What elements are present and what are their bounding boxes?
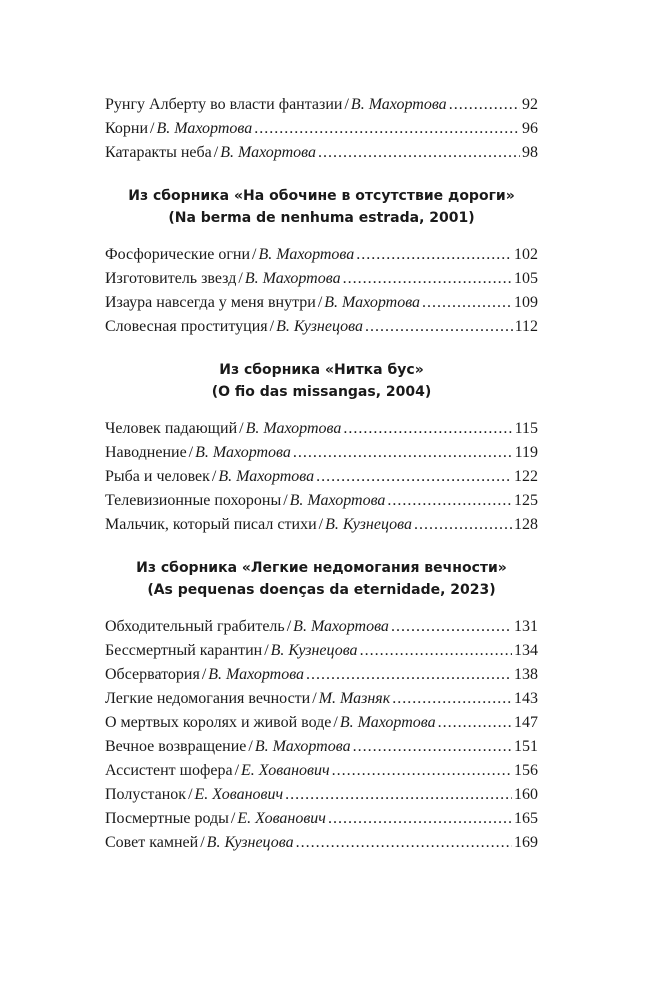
entry-title: Рыба и человек: [105, 468, 210, 485]
dot-leader: [353, 735, 512, 759]
entry-translator: В. Махортова: [289, 492, 386, 509]
toc-entry: [105, 93, 538, 117]
dot-leader: [343, 267, 512, 291]
dot-leader: [318, 141, 520, 165]
entry-separator: /: [318, 516, 324, 533]
entry-page-number: 102: [514, 246, 538, 263]
dot-leader: [438, 711, 512, 735]
toc-entry: [105, 513, 538, 537]
entry-separator: /: [234, 762, 240, 779]
toc-section: [105, 185, 538, 339]
toc-entry: [105, 759, 538, 783]
dot-leader: [365, 315, 513, 339]
entry-separator: /: [150, 120, 155, 137]
section-heading-russian: Из сборника «На обочине в отсутствие дороги»: [128, 188, 515, 204]
entry-title: О мертвых королях и живой воде: [105, 714, 332, 731]
entry-page-number: 109: [514, 294, 538, 311]
toc-entry: [105, 735, 538, 759]
entry-translator: В. Махортова: [254, 738, 351, 755]
toc-entry: [105, 783, 538, 807]
entry-translator: В. Махортова: [156, 120, 253, 137]
entry-separator: /: [238, 270, 243, 287]
section-heading: [105, 359, 538, 403]
dot-leader: [285, 783, 512, 807]
entry-title: Полустанок: [105, 786, 187, 803]
toc-intro-list: [105, 93, 538, 165]
entry-page-number: 128: [514, 516, 538, 533]
dot-leader: [356, 243, 512, 267]
dot-leader: [422, 291, 512, 315]
entry-title: Изготовитель звезд: [105, 270, 237, 287]
toc-entry: [105, 117, 538, 141]
entry-separator: /: [188, 444, 194, 461]
entry-translator: В. Кузнецова: [206, 834, 294, 851]
section-heading: [105, 557, 538, 601]
entry-translator: В. Махортова: [220, 144, 316, 161]
toc-entry: [105, 441, 538, 465]
toc-entry: [105, 267, 538, 291]
entry-separator: /: [211, 468, 217, 485]
entry-page-number: 143: [514, 690, 538, 707]
entry-translator: В. Махортова: [195, 444, 291, 461]
section-heading-russian: Из сборника «Легкие недомогания вечности»: [136, 560, 507, 576]
dot-leader: [449, 93, 520, 117]
entry-title: Наводнение: [105, 444, 187, 461]
entry-translator: В. Махортова: [324, 294, 421, 311]
toc-entry: [105, 291, 538, 315]
entry-translator: В. Махортова: [293, 618, 389, 635]
entry-separator: /: [283, 492, 288, 509]
toc-entry: [105, 663, 538, 687]
entry-title: Катаракты неба: [105, 144, 212, 161]
toc-entry: [105, 315, 538, 339]
section-heading-original: (O fio das missangas, 2004): [211, 384, 432, 400]
section-entry-list: [105, 243, 538, 339]
entry-page-number: 98: [522, 144, 538, 161]
dot-leader: [332, 759, 512, 783]
entry-title: Ассистент шофера: [105, 762, 233, 779]
section-heading-russian: Из сборника «Нитка бус»: [219, 362, 424, 378]
entry-page-number: 147: [514, 714, 538, 731]
entry-separator: /: [239, 420, 244, 437]
entry-translator: В. Кузнецова: [270, 642, 358, 659]
entry-separator: /: [317, 294, 323, 311]
entry-translator: Е. Хованович: [194, 786, 284, 803]
entry-translator: В. Махортова: [350, 96, 447, 113]
section-heading-original: (As pequenas doenças da eternidade, 2023): [147, 582, 496, 598]
entry-title: Мальчик, который писал стихи: [105, 516, 317, 533]
dot-leader: [306, 663, 512, 687]
entry-separator: /: [264, 642, 269, 659]
entry-translator: В. Махортова: [339, 714, 436, 731]
entry-translator: В. Махортова: [218, 468, 315, 485]
toc-section: [105, 359, 538, 537]
entry-translator: В. Махортова: [244, 270, 341, 287]
section-entry-list: [105, 417, 538, 537]
dot-leader: [296, 831, 512, 855]
dot-leader: [360, 639, 512, 663]
section-heading-original: (Na berma de nenhuma estrada, 2001): [168, 210, 475, 226]
entry-page-number: 151: [514, 738, 538, 755]
dot-leader: [293, 441, 513, 465]
entry-separator: /: [286, 618, 292, 635]
entry-translator: В. Махортова: [245, 420, 342, 437]
dot-leader: [392, 687, 512, 711]
toc-entry: [105, 243, 538, 267]
entry-title: Изаура навсегда у меня внутри: [105, 294, 316, 311]
entry-page-number: 105: [514, 270, 538, 287]
entry-title: Фосфорические огни: [105, 246, 251, 263]
dot-leader: [391, 615, 512, 639]
entry-separator: /: [333, 714, 338, 731]
entry-title: Обходительный грабитель: [105, 618, 285, 635]
entry-translator: М. Мазняк: [318, 690, 391, 707]
entry-title: Человек падающий: [105, 420, 238, 437]
entry-separator: /: [230, 810, 236, 827]
entry-page-number: 134: [514, 642, 538, 659]
toc-entry: [105, 639, 538, 663]
entry-page-number: 122: [514, 468, 538, 485]
toc-entry: [105, 489, 538, 513]
toc-entry: [105, 615, 538, 639]
entry-page-number: 125: [514, 492, 538, 509]
toc-entry: [105, 465, 538, 489]
entry-translator: В. Махортова: [208, 666, 305, 683]
toc-entry: [105, 417, 538, 441]
entry-title: Вечное возвращение: [105, 738, 247, 755]
section-entry-list: [105, 615, 538, 855]
dot-leader: [328, 807, 512, 831]
entry-title: Рунгу Алберту во власти фантазии: [105, 96, 343, 113]
entry-separator: /: [248, 738, 253, 755]
entry-separator: /: [269, 318, 275, 335]
entry-page-number: 112: [514, 318, 538, 335]
entry-separator: /: [200, 834, 205, 851]
toc-entry: [105, 141, 538, 165]
dot-leader: [254, 117, 520, 141]
dot-leader: [387, 489, 512, 513]
entry-translator: Е. Хованович: [241, 762, 330, 779]
entry-title: Телевизионные похороны: [105, 492, 282, 509]
toc-section: [105, 557, 538, 855]
toc-sections: [105, 185, 538, 855]
entry-separator: /: [344, 96, 349, 113]
entry-page-number: 131: [514, 618, 538, 635]
entry-title: Посмертные роды: [105, 810, 229, 827]
entry-title: Бессмертный карантин: [105, 642, 263, 659]
entry-title: Словесная проституция: [105, 318, 268, 335]
table-of-contents: [105, 93, 538, 855]
entry-separator: /: [312, 690, 317, 707]
entry-translator: В. Кузнецова: [276, 318, 363, 335]
entry-translator: Е. Хованович: [237, 810, 326, 827]
entry-separator: /: [201, 666, 207, 683]
dot-leader: [343, 417, 512, 441]
toc-entry: [105, 687, 538, 711]
entry-title: Легкие недомогания вечности: [105, 690, 311, 707]
entry-separator: /: [188, 786, 193, 803]
entry-separator: /: [252, 246, 257, 263]
toc-entry: [105, 831, 538, 855]
entry-page-number: 160: [514, 786, 538, 803]
entry-page-number: 92: [522, 96, 538, 113]
dot-leader: [316, 465, 512, 489]
entry-title: Совет камней: [105, 834, 199, 851]
toc-entry: [105, 711, 538, 735]
entry-page-number: 156: [514, 762, 538, 779]
toc-entry: [105, 807, 538, 831]
dot-leader: [414, 513, 512, 537]
entry-separator: /: [213, 144, 219, 161]
entry-translator: В. Махортова: [258, 246, 355, 263]
entry-translator: В. Кузнецова: [325, 516, 412, 533]
section-heading: [105, 185, 538, 229]
entry-page-number: 96: [522, 120, 538, 137]
entry-page-number: 138: [514, 666, 538, 683]
entry-page-number: 169: [514, 834, 538, 851]
entry-page-number: 119: [514, 444, 538, 461]
entry-title: Корни: [105, 120, 148, 137]
entry-page-number: 115: [514, 420, 538, 437]
entry-page-number: 165: [514, 810, 538, 827]
entry-title: Обсерватория: [105, 666, 200, 683]
